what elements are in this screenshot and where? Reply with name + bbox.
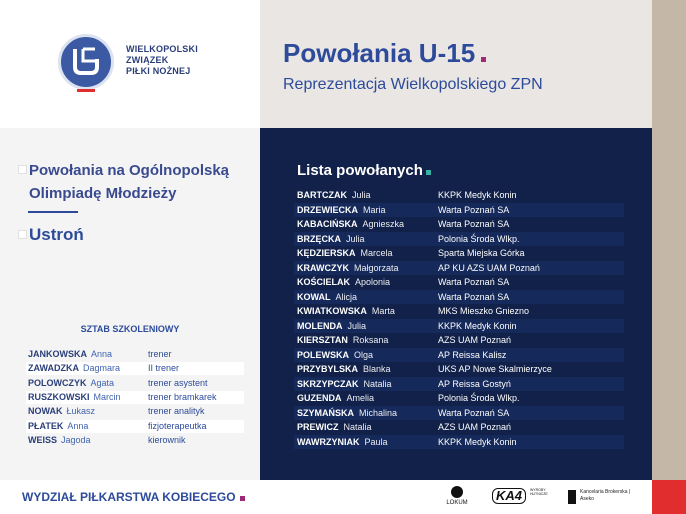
player-row: MOLENDA Julia KKPK Medyk Konin [294, 319, 624, 333]
player-row: KĘDZIERSKA Marcela Sparta Miejska Górka [297, 248, 525, 258]
staff-heading: SZTAB SZKOLENIOWY [80, 324, 180, 334]
footer-text: WYDZIAŁ PIŁKARSTWA KOBIECEGO [22, 490, 245, 504]
player-row: PREWICZ Natalia AZS UAM Poznań [297, 422, 512, 432]
sponsor-ka4: KA4 [492, 488, 526, 504]
player-row: SZYMAŃSKA Michalina Warta Poznań SA [294, 406, 624, 420]
logo-red-bar [77, 89, 95, 92]
decor-edge-red [652, 480, 686, 514]
players-heading: Lista powołanych [297, 162, 431, 179]
staff-row: PŁATEK Anna fizjoterapeutka [26, 420, 244, 433]
player-row: GUZENDA Amelia Polonia Środa Wlkp. [297, 393, 520, 403]
staff-row: ZAWADZKA Dagmara II trener [26, 362, 244, 375]
wzpn-logo-icon [58, 34, 114, 90]
staff-row: WEISS Jagoda kierownik [28, 435, 186, 445]
page-title: Powołania U-15 [283, 38, 486, 69]
title-dot-icon [481, 57, 486, 62]
staff-row: POLOWCZYK Agata trener asystent [28, 378, 208, 388]
sponsor-ka4-sub: WYROBY HUTNICZE [530, 488, 548, 496]
staff-row: NOWAK Łukasz trener analityk [28, 406, 205, 416]
event-line-1: Powołania na Ogólnopolską [18, 162, 229, 179]
bullet-square-icon [18, 230, 27, 239]
player-row: KOŚCIELAK Apolonia Warta Poznań SA [297, 277, 510, 287]
sponsor-lokum: LOKUM [446, 486, 468, 506]
player-row: KABACIŃSKA Agnieszka Warta Poznań SA [297, 219, 510, 229]
player-row: DRZEWIECKA Maria Warta Poznań SA [294, 203, 624, 217]
page-subtitle: Reprezentacja Wielkopolskiego ZPN [283, 76, 543, 93]
player-row: WAWRZYNIAK Paula KKPK Medyk Konin [294, 435, 624, 449]
lokum-logo-icon [451, 486, 463, 498]
staff-row: JANKOWSKA Anna trener [28, 349, 172, 359]
player-row: BARTCZAK Julia KKPK Medyk Konin [297, 190, 517, 200]
player-row: BRZĘCKA Julia Polonia Środa Wlkp. [294, 232, 624, 246]
player-row: KRAWCZYK Małgorzata AP KU AZS UAM Poznań [294, 261, 624, 275]
staff-row: RUSZKOWSKI Marcin trener bramkarek [26, 391, 244, 404]
player-row: KWIATKOWSKA Marta MKS Mieszko Gniezno [297, 306, 530, 316]
event-location: Ustroń [18, 225, 84, 245]
divider [28, 211, 78, 213]
org-name: WIELKOPOLSKI ZWIĄZEK PIŁKI NOŻNEJ [126, 44, 198, 76]
footer-dot-icon [240, 496, 245, 501]
player-row: PRZYBYLSKA Blanka UKS AP Nowe Skalmierzyce [297, 364, 552, 374]
player-row: POLEWSKA Olga AP Reissa Kalisz [294, 348, 624, 362]
player-row: SKRZYPCZAK Natalia AP Reissa Gostyń [294, 377, 624, 391]
event-line-2: Olimpiadę Młodzieży [29, 185, 177, 202]
player-row: KIERSZTAN Roksana AZS UAM Poznań [297, 335, 512, 345]
heading-dot-icon [426, 170, 431, 175]
player-row: KOWAL Alicja Warta Poznań SA [294, 290, 624, 304]
bullet-square-icon [18, 165, 27, 174]
kancelaria-logo-icon [568, 490, 576, 504]
decor-edge-tan [652, 0, 686, 480]
